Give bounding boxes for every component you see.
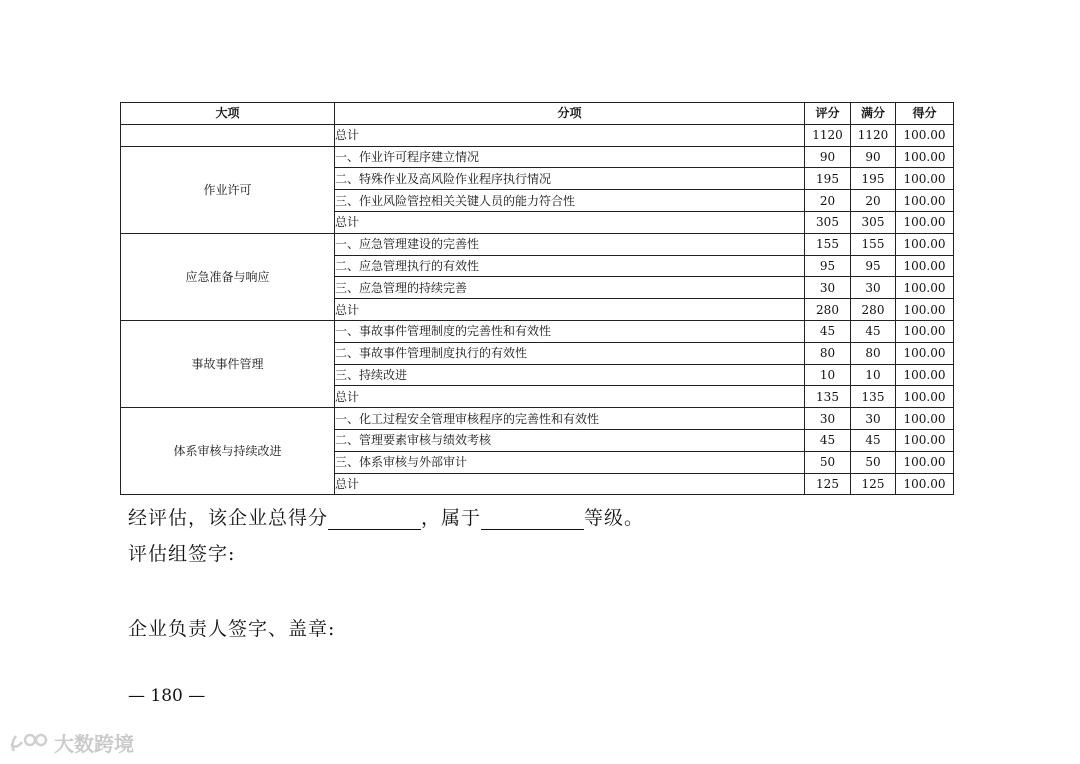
watermark	[8, 728, 134, 757]
full-score-cell: 20	[851, 190, 896, 212]
score-cell: 90	[805, 146, 851, 168]
result-cell: 100.00	[896, 386, 954, 408]
result-cell: 100.00	[896, 320, 954, 342]
assessment-text-2: ，属于	[421, 507, 482, 529]
assessment-text-1: 经评估，该企业总得分	[128, 507, 329, 529]
assessment-line	[128, 503, 644, 530]
full-score-cell: 155	[851, 233, 896, 255]
assessment-text-3: 等级。	[584, 507, 645, 529]
table-row-overall	[121, 124, 954, 146]
overall-label: 总计	[335, 124, 805, 146]
subitem-cell: 二、管理要素审核与绩效考核	[335, 429, 805, 451]
category-cell: 应急准备与响应	[121, 233, 335, 320]
full-score-cell: 80	[851, 342, 896, 364]
page-number: — 180 —	[128, 686, 206, 706]
score-cell: 80	[805, 342, 851, 364]
subitem-cell: 二、事故事件管理制度执行的有效性	[335, 342, 805, 364]
subitem-cell: 三、体系审核与外部审计	[335, 451, 805, 473]
header-result: 得分	[896, 103, 954, 125]
result-cell: 100.00	[896, 190, 954, 212]
result-cell: 100.00	[896, 211, 954, 233]
subitem-cell: 二、应急管理执行的有效性	[335, 255, 805, 277]
overall-category-cell	[121, 124, 335, 146]
result-cell: 100.00	[896, 451, 954, 473]
grade-blank[interactable]	[481, 509, 584, 530]
score-table	[120, 102, 954, 495]
subitem-cell: 总计	[335, 473, 805, 495]
score-cell: 30	[805, 277, 851, 299]
subitem-cell: 总计	[335, 386, 805, 408]
overall-score: 1120	[805, 124, 851, 146]
subitem-cell: 二、特殊作业及高风险作业程序执行情况	[335, 168, 805, 190]
score-cell: 45	[805, 320, 851, 342]
table-row	[121, 146, 954, 168]
full-score-cell: 50	[851, 451, 896, 473]
subitem-cell: 三、作业风险管控相关关键人员的能力符合性	[335, 190, 805, 212]
subitem-cell: 总计	[335, 211, 805, 233]
full-score-cell: 195	[851, 168, 896, 190]
score-cell: 305	[805, 211, 851, 233]
full-score-cell: 45	[851, 429, 896, 451]
full-score-cell: 280	[851, 299, 896, 321]
subitem-cell: 三、应急管理的持续完善	[335, 277, 805, 299]
total-score-blank[interactable]	[328, 509, 421, 530]
score-cell: 45	[805, 429, 851, 451]
full-score-cell: 95	[851, 255, 896, 277]
category-cell: 事故事件管理	[121, 320, 335, 407]
table-row	[121, 320, 954, 342]
table-row	[121, 233, 954, 255]
full-score-cell: 90	[851, 146, 896, 168]
header-score: 评分	[805, 103, 851, 125]
full-score-cell: 30	[851, 408, 896, 430]
result-cell: 100.00	[896, 408, 954, 430]
score-cell: 30	[805, 408, 851, 430]
score-cell: 280	[805, 299, 851, 321]
category-cell: 体系审核与持续改进	[121, 408, 335, 495]
full-score-cell: 125	[851, 473, 896, 495]
result-cell: 100.00	[896, 255, 954, 277]
category-cell: 作业许可	[121, 146, 335, 233]
header-category: 大项	[121, 103, 335, 125]
subitem-cell: 一、作业许可程序建立情况	[335, 146, 805, 168]
subitem-cell: 一、化工过程安全管理审核程序的完善性和有效性	[335, 408, 805, 430]
score-cell: 50	[805, 451, 851, 473]
subitem-cell: 一、应急管理建设的完善性	[335, 233, 805, 255]
table-row	[121, 408, 954, 430]
result-cell: 100.00	[896, 299, 954, 321]
result-cell: 100.00	[896, 277, 954, 299]
header-subitem: 分项	[335, 103, 805, 125]
subitem-cell: 三、持续改进	[335, 364, 805, 386]
full-score-cell: 305	[851, 211, 896, 233]
watermark-text: 大数跨境	[54, 732, 134, 756]
signature-company-label: 企业负责人签字、盖章:	[128, 618, 336, 640]
full-score-cell: 10	[851, 364, 896, 386]
result-cell: 100.00	[896, 429, 954, 451]
full-score-cell: 45	[851, 320, 896, 342]
result-cell: 100.00	[896, 233, 954, 255]
score-cell: 125	[805, 473, 851, 495]
signature-group-label: 评估组签字:	[128, 543, 236, 565]
full-score-cell: 30	[851, 277, 896, 299]
subitem-cell: 总计	[335, 299, 805, 321]
score-cell: 10	[805, 364, 851, 386]
result-cell: 100.00	[896, 364, 954, 386]
result-cell: 100.00	[896, 146, 954, 168]
full-score-cell: 135	[851, 386, 896, 408]
result-cell: 100.00	[896, 168, 954, 190]
result-cell: 100.00	[896, 342, 954, 364]
overall-full: 1120	[851, 124, 896, 146]
score-cell: 155	[805, 233, 851, 255]
score-cell: 135	[805, 386, 851, 408]
score-cell: 195	[805, 168, 851, 190]
header-full-score: 满分	[851, 103, 896, 125]
result-cell: 100.00	[896, 473, 954, 495]
watermark-logo-icon	[8, 730, 50, 756]
table-header-row	[121, 103, 954, 125]
score-cell: 20	[805, 190, 851, 212]
overall-result: 100.00	[896, 124, 954, 146]
score-cell: 95	[805, 255, 851, 277]
subitem-cell: 一、事故事件管理制度的完善性和有效性	[335, 320, 805, 342]
